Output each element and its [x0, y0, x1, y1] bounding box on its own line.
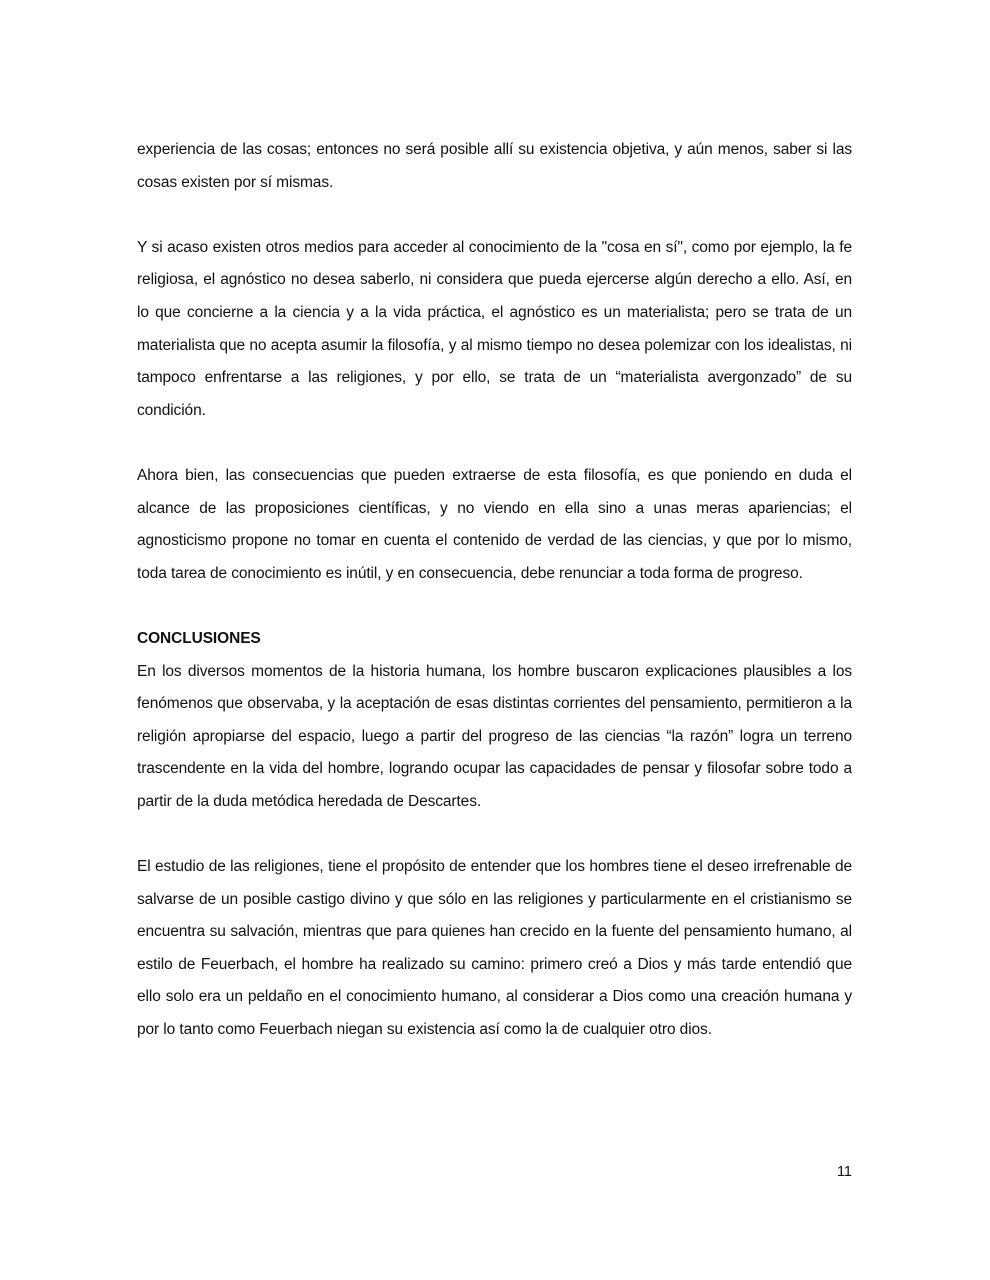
page-body: [137, 134, 852, 1047]
paragraph-historia: En los diversos momentos de la historia humana, los hombre buscaron explicaciones plausibles a los fenómenos que observaba, y la aceptación de esas distintas corrientes del pensamiento, permitieron a la religión apropiarse del espacio, luego a partir del progreso de las ciencias “la razón” logra un terreno trascendente en la vida del hombre, logrando ocupar las capacidades de pensar y filosofar sobre todo a partir de la duda metódica heredada de Descartes.: [137, 662, 852, 810]
paragraph-agnostico: Y si acaso existen otros medios para acceder al conocimiento de la "cosa en sí", como por ejemplo, la fe religiosa, el agnóstico no desea saberlo, ni considera que pueda ejercerse algún derecho a ello. Así, en lo que concierne a la ciencia y a la vida práctica, el agnóstico es un materialista; pero se trata de un materialista que no acepta asumir la filosofía, y al mismo tiempo no desea polemizar con los idealistas, ni tampoco enfrentarse a las religiones, y por ello, se trata de un “materialista avergonzado” de su condición.: [137, 238, 852, 419]
section-heading-conclusiones: CONCLUSIONES: [137, 629, 261, 647]
page-number: 11: [836, 1164, 852, 1180]
paragraph-experiencia: experiencia de las cosas; entonces no será posible allí su existencia objetiva, y aún menos, saber si las cosas existen por sí mismas.: [137, 141, 852, 191]
paragraph-spacer: [137, 590, 852, 623]
paragraph-spacer: [137, 818, 852, 851]
paragraph-spacer: [137, 427, 852, 460]
paragraph-spacer: [137, 199, 852, 232]
paragraph-religiones: El estudio de las religiones, tiene el propósito de entender que los hombres tiene el deseo irrefrenable de salvarse de un posible castigo divino y que sólo en las religiones y particularmente en el cristianismo se encuentra su salvación, mientras que para quienes han crecido en la fuente del pensamiento humano, al estilo de Feuerbach, el hombre ha realizado su camino: primero creó a Dios y más tarde entendió que ello solo era un peldaño en el conocimiento humano, al considerar a Dios como una creación humana y por lo tanto como Feuerbach niegan su existencia así como la de cualquier otro dios.: [137, 858, 852, 1039]
paragraph-consecuencias: Ahora bien, las consecuencias que pueden extraerse de esta filosofía, es que poniendo en duda el alcance de las proposiciones científicas, y no viendo en ella sino a unas meras apariencias; el agnosticismo propone no tomar en cuenta el contenido de verdad de las ciencias, y que por lo mismo, toda tarea de conocimiento es inútil, y en consecuencia, debe renunciar a toda forma de progreso.: [137, 466, 852, 582]
